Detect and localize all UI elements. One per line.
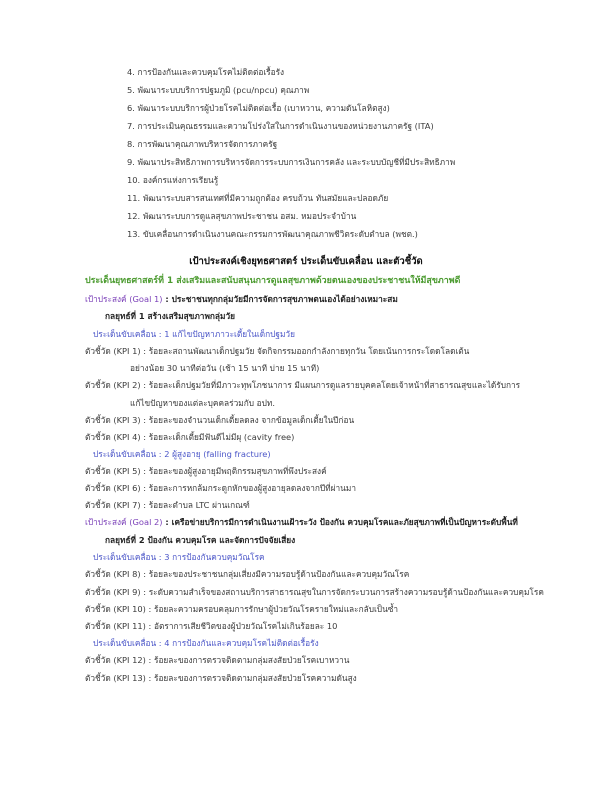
section-title: เป้าประสงค์เชิงยุทธศาสตร์ ประเด็นขับเคลื่อน และตัวชี้วัด <box>189 256 423 267</box>
kpi-13: ตัวชี้วัด (KPI 13) : ร้อยละของการตรวจติดตามกลุ่มสงสัยป่วยโรคความดันสูง <box>85 673 357 683</box>
kpi-7: ตัวชี้วัด (KPI 7) : ร้อยละตำบล LTC ผ่านเกณฑ์ <box>85 500 250 510</box>
list-item: 9. พัฒนาประสิทธิภาพการบริหารจัดการระบบการเงินการคลัง และระบบบัญชีที่มีประสิทธิภาพ <box>127 157 456 167</box>
driver-3-heading: ประเด็นขับเคลื่อน : 3 การป้องกันควบคุมวัณโรค <box>93 552 265 562</box>
goal-1-label: เป้าประสงค์ (Goal 1) <box>85 294 163 304</box>
kpi-1-continued: อย่างน้อย 30 นาทีต่อวัน (เช้า 15 นาที บ่าย 15 นาที) <box>130 363 320 373</box>
driver-2-heading: ประเด็นขับเคลื่อน : 2 ผู้สูงอายุ (falling fracture) <box>93 449 271 459</box>
list-item: 8. การพัฒนาคุณภาพบริหารจัดการภาครัฐ <box>127 139 278 149</box>
kpi-6: ตัวชี้วัด (KPI 6) : ร้อยละการหกล้มกระดูกหักของผู้สูงอายุลดลงจากปีที่ผ่านมา <box>85 483 356 493</box>
kpi-1: ตัวชี้วัด (KPI 1) : ร้อยละสถานพัฒนาเด็กปฐมวัย จัดกิจกรรมออกกำลังกายทุกวัน โดยเน้นการกระโดดโลดเต้น <box>85 346 470 356</box>
kpi-10: ตัวชี้วัด (KPI 10) : ร้อยละความครอบคลุมการรักษาผู้ป่วยวัณโรครายใหม่และกลับเป็นซ้ำ <box>85 604 399 614</box>
kpi-3: ตัวชี้วัด (KPI 3) : ร้อยละของจำนวนเด็กเตี้ยลดลง จากข้อมูลเด็กเตี้ยในปีก่อน <box>85 415 355 425</box>
kpi-5: ตัวชี้วัด (KPI 5) : ร้อยละของผู้สูงอายุมีพฤติกรรมสุขภาพที่พึงประสงค์ <box>85 466 327 476</box>
goal-2 <box>85 516 518 528</box>
strategic-issue-heading: ประเด็นยุทธศาสตร์ที่ 1 ส่งเสริมและสนับสนุนการดูแลสุขภาพด้วยตนเองของประชาชนให้มีสุขภาพดี <box>85 276 461 286</box>
list-item: 10. องค์กรแห่งการเรียนรู้ <box>127 175 219 185</box>
list-item: 7. การประเมินคุณธรรมและความโปร่งใสในการดำเนินงานของหน่วยงานภาครัฐ (ITA) <box>127 121 434 131</box>
kpi-11: ตัวชี้วัด (KPI 11) : อัตราการเสียชีวิตของผู้ป่วยวัณโรคไม่เกินร้อยละ 10 <box>85 621 338 631</box>
list-item: 11. พัฒนาระบบสารสนเทศที่มีความถูกต้อง ครบถ้วน ทันสมัยและปลอดภัย <box>127 193 389 203</box>
driver-1-heading: ประเด็นขับเคลื่อน : 1 แก้ไขปัญหาภาวะเตี้ยในเด็กปฐมวัย <box>93 329 295 339</box>
goal-2-text: : เครือข่ายบริการมีการดำเนินงานเฝ้าระวัง ป้องกัน ควบคุมโรคและภัยสุขภาพที่เป็นปัญหาระดับพื้นที่ <box>162 517 518 527</box>
list-item: 4. การป้องกันและควบคุมโรคไม่ติดต่อเรื้อรัง <box>127 67 285 77</box>
list-item: 6. พัฒนาระบบบริการผู้ป่วยโรคไม่ติดต่อเรื้อ (เบาหวาน, ความดันโลหิตสูง) <box>127 103 390 113</box>
driver-4-heading: ประเด็นขับเคลื่อน : 4 การป้องกันและควบคุมโรคไม่ติดต่อเรื้อรัง <box>93 638 319 648</box>
strategy-1: กลยุทธ์ที่ 1 สร้างเสริมสุขภาพกลุ่มวัย <box>105 311 236 321</box>
kpi-2-continued: แก้ไขปัญหาของแต่ละบุคคลร่วมกับ อปท. <box>130 398 275 408</box>
goal-1 <box>85 293 398 305</box>
kpi-8: ตัวชี้วัด (KPI 8) : ร้อยละของประชาชนกลุ่มเสี่ยงมีความรอบรู้ด้านป้องกันและควบคุมวัณโรค <box>85 569 410 579</box>
list-item: 13. ขับเคลื่อนการดำเนินงานคณะกรรมการพัฒนาคุณภาพชีวิตระดับตำบล (พชต.) <box>127 229 418 239</box>
kpi-12: ตัวชี้วัด (KPI 12) : ร้อยละของการตรวจติดตามกลุ่มสงสัยป่วยโรคเบาหวาน <box>85 655 350 665</box>
goal-1-text: : ประชาชนทุกกลุ่มวัยมีการจัดการสุขภาพตนเองได้อย่างเหมาะสม <box>162 294 398 304</box>
list-item: 12. พัฒนาระบบการดูแลสุขภาพประชาชน อสม. หมอประจำบ้าน <box>127 211 357 221</box>
goal-2-label: เป้าประสงค์ (Goal 2) <box>85 517 163 527</box>
kpi-2: ตัวชี้วัด (KPI 2) : ร้อยละเด็กปฐมวัยที่มีภาวะทุพโภชนาการ มีแผนการดูแลรายบุคคลโดยเจ้าหน้าที่สาธารณสุขและได้รับการ <box>85 380 521 390</box>
list-item: 5. พัฒนาระบบบริการปฐมภูมิ (pcu/npcu) คุณภาพ <box>127 85 310 95</box>
strategy-2: กลยุทธ์ที่ 2 ป้องกัน ควบคุมโรค และจัดการปัจจัยเสี่ยง <box>105 535 296 545</box>
kpi-4: ตัวชี้วัด (KPI 4) : ร้อยละเด็กเตี้ยมีฟันดีไม่มีผุ (cavity free) <box>85 432 295 442</box>
kpi-9: ตัวชี้วัด (KPI 9) : ระดับความสำเร็จของสถานบริการสาธารณสุขในการจัดกระบวนการสร้างความรอบรู้ด้านป้องกันและควบคุมโรค <box>85 587 544 597</box>
